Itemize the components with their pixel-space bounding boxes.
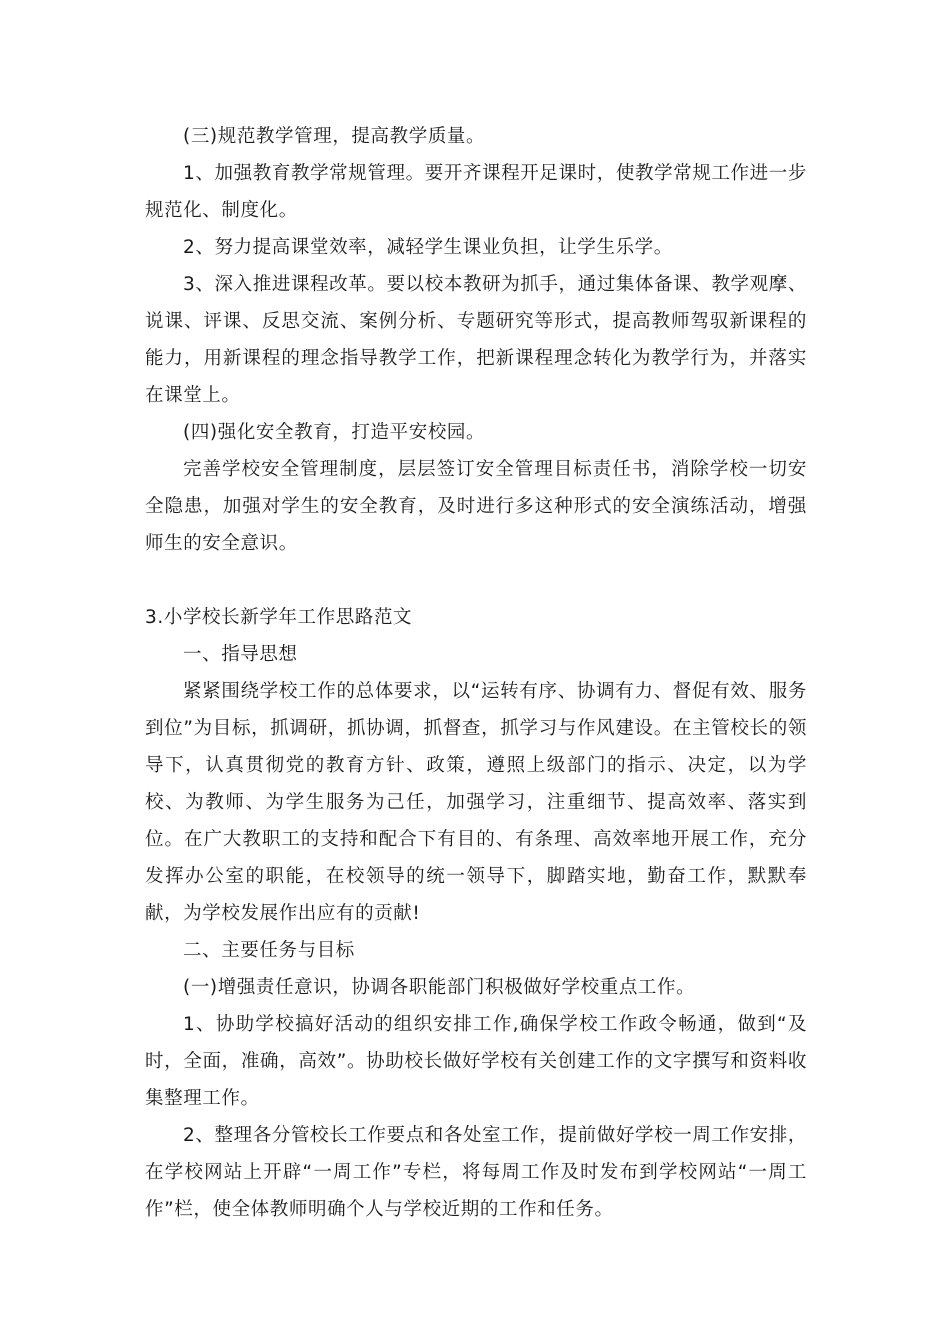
section-title: 3.小学校长新学年工作思路范文 [145, 607, 413, 628]
paragraph-safety: 完善学校安全管理制度，层层签订安全管理目标责任书，消除学校一切安全隐患，加强对学生的安全教育，及时进行多这种形式的安全演练活动，增强师生的安全意识。 [145, 459, 807, 554]
heading-tasks-goals: 二、主要任务与目标 [183, 940, 355, 961]
paragraph-task-1: 1、协助学校搞好活动的组织安排工作,确保学校工作政令畅通，做到“及时，全面，准确，高效”。协助校长做好学校有关创建工作的文字撰写和资料收集整理工作。 [145, 1014, 807, 1109]
document-body [145, 118, 807, 1228]
subsection-heading-4: (四)强化安全教育，打造平安校园。 [183, 422, 486, 443]
paragraph-item-2: 2、努力提高课堂效率，减轻学生课业负担，让学生乐学。 [183, 237, 673, 258]
paragraph-task-2: 2、整理各分管校长工作要点和各处室工作，提前做好学校一周工作安排，在学校网站上开辟“一周工作”专栏，将每周工作及时发布到学校网站“一周工作”栏，使全体教师明确个人与学校近期的工作和任务。 [145, 1125, 807, 1220]
paragraph-item-3: 3、深入推进课程改革。要以校本教研为抓手，通过集体备课、教学观摩、说课、评课、反思交流、案例分析、专题研究等形式，提高教师驾驭新课程的能力，用新课程的理念指导教学工作，把新课程理念转化为教学行为，并落实在课堂上。 [145, 274, 807, 406]
subsection-heading-1: (一)增强责任意识，协调各职能部门积极做好学校重点工作。 [183, 977, 696, 998]
heading-guiding-ideology: 一、指导思想 [183, 644, 298, 665]
paragraph-guiding-ideology: 紧紧围绕学校工作的总体要求，以“运转有序、协调有力、督促有效、服务到位”为目标，抓调研，抓协调，抓督查，抓学习与作风建设。在主管校长的领导下，认真贯彻党的教育方针、政策，遵照上级部门的指示、决定，以为学校、为教师、为学生服务为己任，加强学习，注重细节、提高效率、落实到位。在广大教职工的支持和配合下有目的、有条理、高效率地开展工作，充分发挥办公室的职能，在校领导的统一领导下，脚踏实地，勤奋工作，默默奉献，为学校发展作出应有的贡献! [145, 681, 807, 924]
subsection-heading-3: (三)规范教学管理，提高教学质量。 [183, 126, 486, 147]
paragraph-item-1: 1、加强教育教学常规管理。要开齐课程开足课时，使教学常规工作进一步规范化、制度化。 [145, 163, 807, 221]
